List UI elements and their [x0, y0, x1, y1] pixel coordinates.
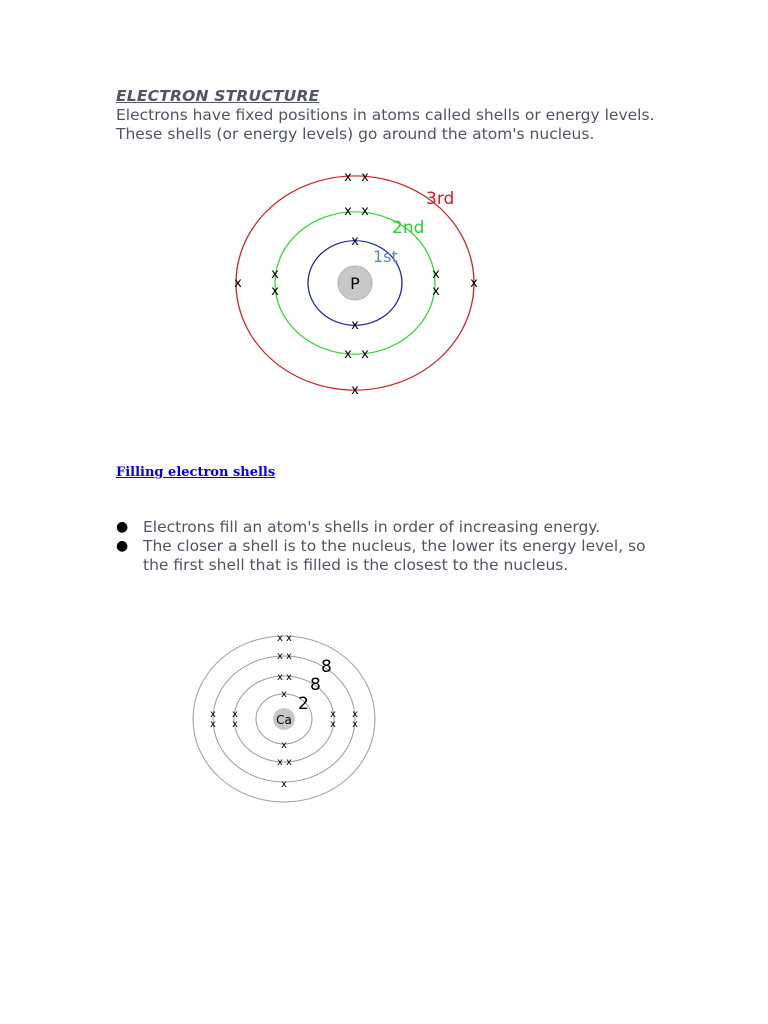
phosphorus-shell-diagram: [0, 0, 768, 420]
electron-mark: x: [210, 709, 216, 720]
page-heading: ELECTRON STRUCTURE: [116, 87, 320, 105]
electron-mark: x: [351, 318, 359, 333]
electron-mark: x: [361, 347, 369, 362]
electron-mark: x: [277, 672, 283, 683]
electron-mark: x: [432, 284, 440, 299]
electron-mark: x: [277, 757, 283, 768]
electron-mark: x: [351, 234, 359, 249]
electron-mark: x: [352, 719, 358, 730]
electron-mark: x: [286, 757, 292, 768]
shell-label-3rd: 3rd: [426, 189, 455, 209]
electron-mark: x: [286, 672, 292, 683]
intro-paragraph: Electrons have fixed positions in atoms called shells or energy levels. These shells (or energy levels) go around the atom's nucleus.: [116, 106, 655, 143]
electron-mark: x: [344, 170, 352, 185]
filling-electron-shells-link[interactable]: Filling electron shells: [116, 465, 276, 480]
electron-mark: x: [361, 204, 369, 219]
bullet-dot-icon: ●: [116, 538, 129, 554]
electron-mark: x: [271, 284, 279, 299]
bullet-dot-icon: ●: [116, 519, 129, 535]
electron-mark: x: [351, 383, 359, 398]
electron-mark: x: [344, 204, 352, 219]
electron-mark: x: [344, 347, 352, 362]
bullet-list: [116, 518, 656, 575]
electron-mark: x: [361, 170, 369, 185]
shell-count-3: 8: [321, 657, 332, 677]
electron-mark: x: [286, 633, 292, 644]
shell-label-2nd: 2nd: [392, 218, 425, 238]
electron-mark: x: [232, 719, 238, 730]
electron-mark: x: [432, 267, 440, 282]
electron-mark: x: [286, 651, 292, 662]
shell-count-2: 8: [310, 675, 321, 695]
electron-mark: x: [210, 719, 216, 730]
shell-count-1: 2: [298, 694, 309, 714]
electron-mark: x: [271, 267, 279, 282]
nucleus-label: Ca: [276, 713, 292, 727]
electron-mark: x: [470, 276, 478, 291]
electron-mark: x: [277, 633, 283, 644]
electron-mark: x: [330, 719, 336, 730]
bullet-item: ● The closer a shell is to the nucleus, the lower its energy level, so the first shell that is filled is the closest to the nucleus.: [116, 537, 646, 574]
electron-mark: x: [281, 779, 287, 790]
electron-mark: x: [234, 276, 242, 291]
calcium-shell-diagram: [0, 620, 768, 820]
bullet-item: ● Electrons fill an atom's shells in order of increasing energy.: [116, 518, 601, 536]
electron-mark: x: [281, 740, 287, 751]
electron-mark: x: [281, 689, 287, 700]
nucleus-label: P: [350, 274, 360, 293]
electron-mark: x: [232, 709, 238, 720]
electron-mark: x: [330, 709, 336, 720]
shell-label-1st: 1st: [373, 247, 398, 266]
electron-mark: x: [352, 709, 358, 720]
electron-mark: x: [277, 651, 283, 662]
